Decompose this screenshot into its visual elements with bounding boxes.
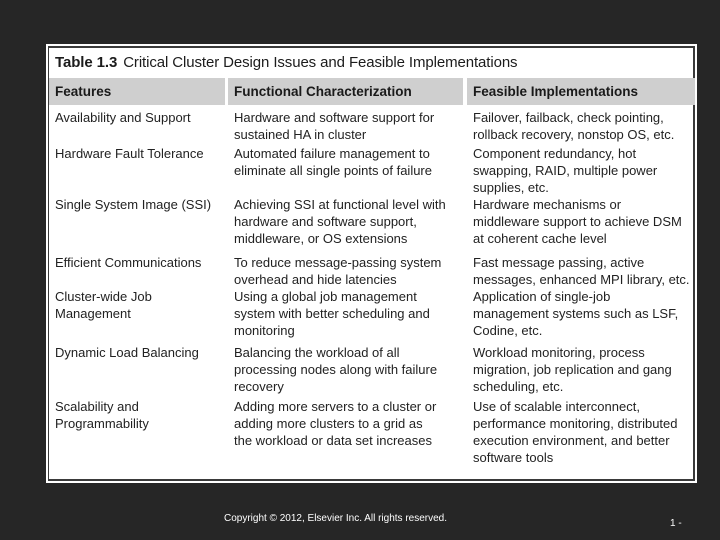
cell-text-line: middleware support to achieve DSM (473, 214, 682, 229)
cell-text-line: Using a global job management (234, 289, 417, 304)
cell-implementation (467, 109, 695, 143)
table-header-row (49, 78, 693, 105)
cell-text-line: recovery (234, 379, 284, 394)
cell-feature (49, 254, 225, 271)
cell-text-line: migration, job replication and gang (473, 362, 672, 377)
table-body (49, 109, 693, 468)
cell-text-line: monitoring (234, 323, 295, 338)
cell-feature (49, 109, 225, 126)
cell-text-line: adding more clusters to a grid as (234, 416, 423, 431)
cell-text-line: supplies, etc. (473, 180, 549, 195)
cell-text-line: management systems such as LSF, (473, 306, 679, 321)
cell-text-line: swapping, RAID, multiple power (473, 163, 658, 178)
cell-text-line: Fast message passing, active (473, 255, 645, 270)
cell-text-line: sustained HA in cluster (234, 127, 367, 142)
cell-feature (49, 344, 225, 361)
cell-text-line: Hardware mechanisms or (473, 197, 622, 212)
cell-characterization (228, 109, 463, 143)
cell-text-line: hardware and software support, (234, 214, 417, 229)
cell-text-line: overhead and hide latencies (234, 272, 397, 287)
cell-implementation (467, 254, 695, 288)
cell-text-line: scheduling, etc. (473, 379, 564, 394)
cell-text-line: rollback recovery, nonstop OS, etc. (473, 127, 675, 142)
cell-text-line: Codine, etc. (473, 323, 543, 338)
table-title: Critical Cluster Design Issues and Feasible Implementations (123, 54, 518, 71)
table-row (49, 288, 693, 344)
cell-text-line: Programmability (55, 416, 149, 431)
cell-text-line: processing nodes along with failure (234, 362, 438, 377)
table-row (49, 196, 693, 254)
cell-text-line: Scalability and (55, 399, 139, 414)
table-row (49, 398, 693, 468)
cell-text-line: Failover, failback, check pointing, (473, 110, 664, 125)
cell-text-line: Achieving SSI at functional level with (234, 197, 446, 212)
cell-text-line: Dynamic Load Balancing (55, 345, 199, 360)
cell-text-line: eliminate all single points of failure (234, 163, 432, 178)
cell-text-line: Balancing the workload of all (234, 345, 400, 360)
cell-text-line: To reduce message-passing system (234, 255, 442, 270)
cell-text-line: performance monitoring, distributed (473, 416, 678, 431)
table-row (49, 344, 693, 398)
cell-characterization (228, 145, 463, 179)
cell-feature (49, 145, 225, 162)
table-row (49, 145, 693, 196)
table-row (49, 109, 693, 145)
cell-text-line: system with better scheduling and (234, 306, 430, 321)
cell-text-line: Application of single-job (473, 289, 611, 304)
cell-text-line: Component redundancy, hot (473, 146, 637, 161)
cell-text-line: Use of scalable interconnect, (473, 399, 640, 414)
cell-text-line: Workload monitoring, process (473, 345, 645, 360)
cell-characterization (228, 288, 463, 339)
cell-feature (49, 196, 225, 213)
table (48, 46, 695, 481)
cell-text-line: Automated failure management to (234, 146, 430, 161)
cell-text-line: at coherent cache level (473, 231, 607, 246)
cell-feature (49, 288, 225, 322)
cell-text-line: messages, enhanced MPI library, etc. (473, 272, 690, 287)
cell-text-line: Adding more servers to a cluster or (234, 399, 437, 414)
cell-implementation (467, 196, 695, 247)
cell-implementation (467, 344, 695, 395)
cell-implementation (467, 145, 695, 196)
cell-text-line: software tools (473, 450, 554, 465)
table-frame (46, 44, 697, 483)
cell-text-line: execution environment, and better (473, 433, 670, 448)
cell-text-line: the workload or data set increases (234, 433, 432, 448)
header-functional-characterization: Functional Characterization (228, 78, 463, 105)
cell-text-line: Single System Image (SSI) (55, 197, 212, 212)
header-features: Features (49, 78, 225, 105)
header-feasible-implementations: Feasible Implementations (467, 78, 695, 105)
cell-text-line: Cluster-wide Job (55, 289, 152, 304)
cell-feature (49, 398, 225, 432)
page-number: 1 - (670, 518, 682, 529)
cell-implementation (467, 398, 695, 466)
cell-characterization (228, 344, 463, 395)
table-number: Table 1.3 (55, 54, 118, 71)
cell-text-line: Availability and Support (55, 110, 191, 125)
cell-implementation (467, 288, 695, 339)
cell-text-line: Management (55, 306, 131, 321)
cell-text-line: Efficient Communications (55, 255, 202, 270)
table-caption (55, 54, 517, 71)
cell-text-line: Hardware Fault Tolerance (55, 146, 204, 161)
cell-characterization (228, 398, 463, 449)
table-row (49, 254, 693, 288)
cell-characterization (228, 254, 463, 288)
cell-text-line: Hardware and software support for (234, 110, 435, 125)
cell-text-line: middleware, or OS extensions (234, 231, 408, 246)
cell-characterization (228, 196, 463, 247)
copyright-notice: Copyright © 2012, Elsevier Inc. All rights reserved. (224, 513, 448, 524)
